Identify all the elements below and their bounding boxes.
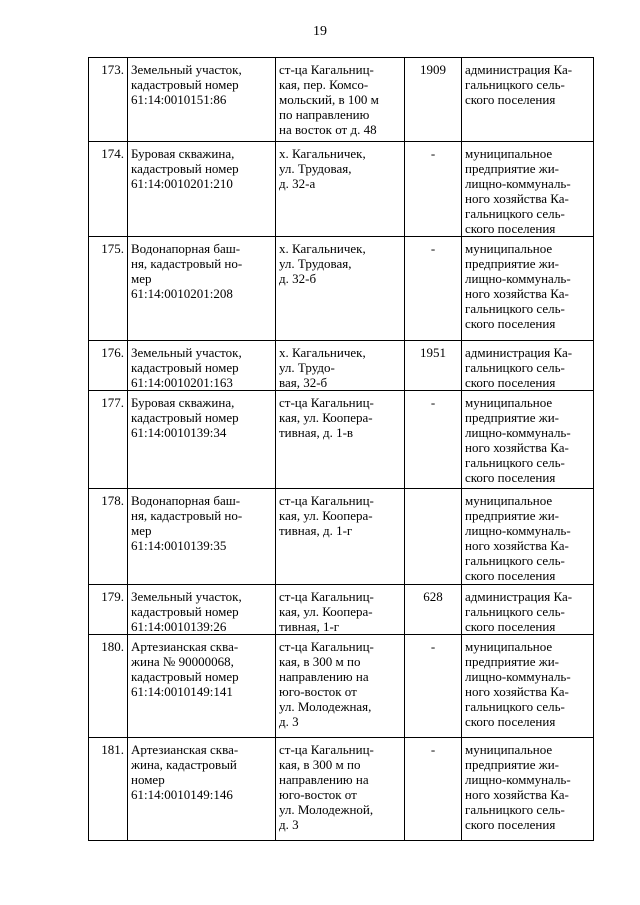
owner-cell: администрация Ка- гальницкого сель- ского поселения — [462, 341, 594, 391]
row-number: 175. — [89, 237, 128, 341]
object-name-cell: Земельный участок, кадастровый номер 61:14:0010139:26 — [128, 585, 276, 635]
year-cell: 1951 — [405, 341, 462, 391]
owner-cell: администрация Ка- гальницкого сель- ского поселения — [462, 585, 594, 635]
row-number: 181. — [89, 738, 128, 841]
owner-cell: муниципальное предприятие жи- лищно-коммуналь- ного хозяйства Ка- гальницкого сель- ского поселения — [462, 142, 594, 237]
address-cell: ст-ца Кагальниц- кая, ул. Коопера- тивная, д. 1-в — [276, 391, 405, 489]
table-row — [89, 341, 594, 391]
object-name-cell: Земельный участок, кадастровый номер 61:14:0010151:86 — [128, 58, 276, 142]
row-number: 179. — [89, 585, 128, 635]
row-number: 173. — [89, 58, 128, 142]
year-cell: - — [405, 738, 462, 841]
property-registry-table — [88, 57, 594, 841]
address-cell: ст-ца Кагальниц- кая, пер. Комсо- мольский, в 100 м по направлению на восток от д. 48 — [276, 58, 405, 142]
year-cell: - — [405, 391, 462, 489]
address-cell: ст-ца Кагальниц- кая, в 300 м по направлению на юго-восток от ул. Молодежная, д. 3 — [276, 635, 405, 738]
address-cell: ст-ца Кагальниц- кая, ул. Коопера- тивная, д. 1-г — [276, 489, 405, 585]
year-cell: - — [405, 142, 462, 237]
table-row — [89, 489, 594, 585]
table-row — [89, 585, 594, 635]
year-cell: 628 — [405, 585, 462, 635]
table-row — [89, 237, 594, 341]
table-row — [89, 391, 594, 489]
owner-cell: муниципальное предприятие жи- лищно-коммуналь- ного хозяйства Ка- гальницкого сель- ского поселения — [462, 635, 594, 738]
row-number: 178. — [89, 489, 128, 585]
row-number: 180. — [89, 635, 128, 738]
year-cell: 1909 — [405, 58, 462, 142]
year-cell: - — [405, 635, 462, 738]
address-cell: х. Кагальничек, ул. Трудовая, д. 32-а — [276, 142, 405, 237]
owner-cell: муниципальное предприятие жи- лищно-коммуналь- ного хозяйства Ка- гальницкого сель- ского поселения — [462, 237, 594, 341]
table-row — [89, 635, 594, 738]
address-cell: х. Кагальничек, ул. Трудо- вая, 32-б — [276, 341, 405, 391]
object-name-cell: Буровая скважина, кадастровый номер 61:14:0010201:210 — [128, 142, 276, 237]
object-name-cell: Буровая скважина, кадастровый номер 61:14:0010139:34 — [128, 391, 276, 489]
owner-cell: муниципальное предприятие жи- лищно-коммуналь- ного хозяйства Ка- гальницкого сель- ского поселения — [462, 738, 594, 841]
table-row — [89, 738, 594, 841]
owner-cell: муниципальное предприятие жи- лищно-коммуналь- ного хозяйства Ка- гальницкого сель- ского поселения — [462, 391, 594, 489]
address-cell: х. Кагальничек, ул. Трудовая, д. 32-б — [276, 237, 405, 341]
page-number: 19 — [313, 24, 327, 39]
table-row — [89, 58, 594, 142]
address-cell: ст-ца Кагальниц- кая, ул. Коопера- тивная, 1-г — [276, 585, 405, 635]
address-cell: ст-ца Кагальниц- кая, в 300 м по направлению на юго-восток от ул. Молодежной, д. 3 — [276, 738, 405, 841]
year-cell — [405, 489, 462, 585]
object-name-cell: Водонапорная баш- ня, кадастровый но- мер 61:14:0010139:35 — [128, 489, 276, 585]
object-name-cell: Земельный участок, кадастровый номер 61:14:0010201:163 — [128, 341, 276, 391]
year-cell: - — [405, 237, 462, 341]
owner-cell: муниципальное предприятие жи- лищно-коммуналь- ного хозяйства Ка- гальницкого сель- ского поселения — [462, 489, 594, 585]
table-row — [89, 142, 594, 237]
row-number: 177. — [89, 391, 128, 489]
object-name-cell: Артезианская сква- жина, кадастровый номер 61:14:0010149:146 — [128, 738, 276, 841]
row-number: 176. — [89, 341, 128, 391]
row-number: 174. — [89, 142, 128, 237]
owner-cell: администрация Ка- гальницкого сель- ского поселения — [462, 58, 594, 142]
object-name-cell: Артезианская сква- жина № 90000068, кадастровый номер 61:14:0010149:141 — [128, 635, 276, 738]
object-name-cell: Водонапорная баш- ня, кадастровый но- мер 61:14:0010201:208 — [128, 237, 276, 341]
